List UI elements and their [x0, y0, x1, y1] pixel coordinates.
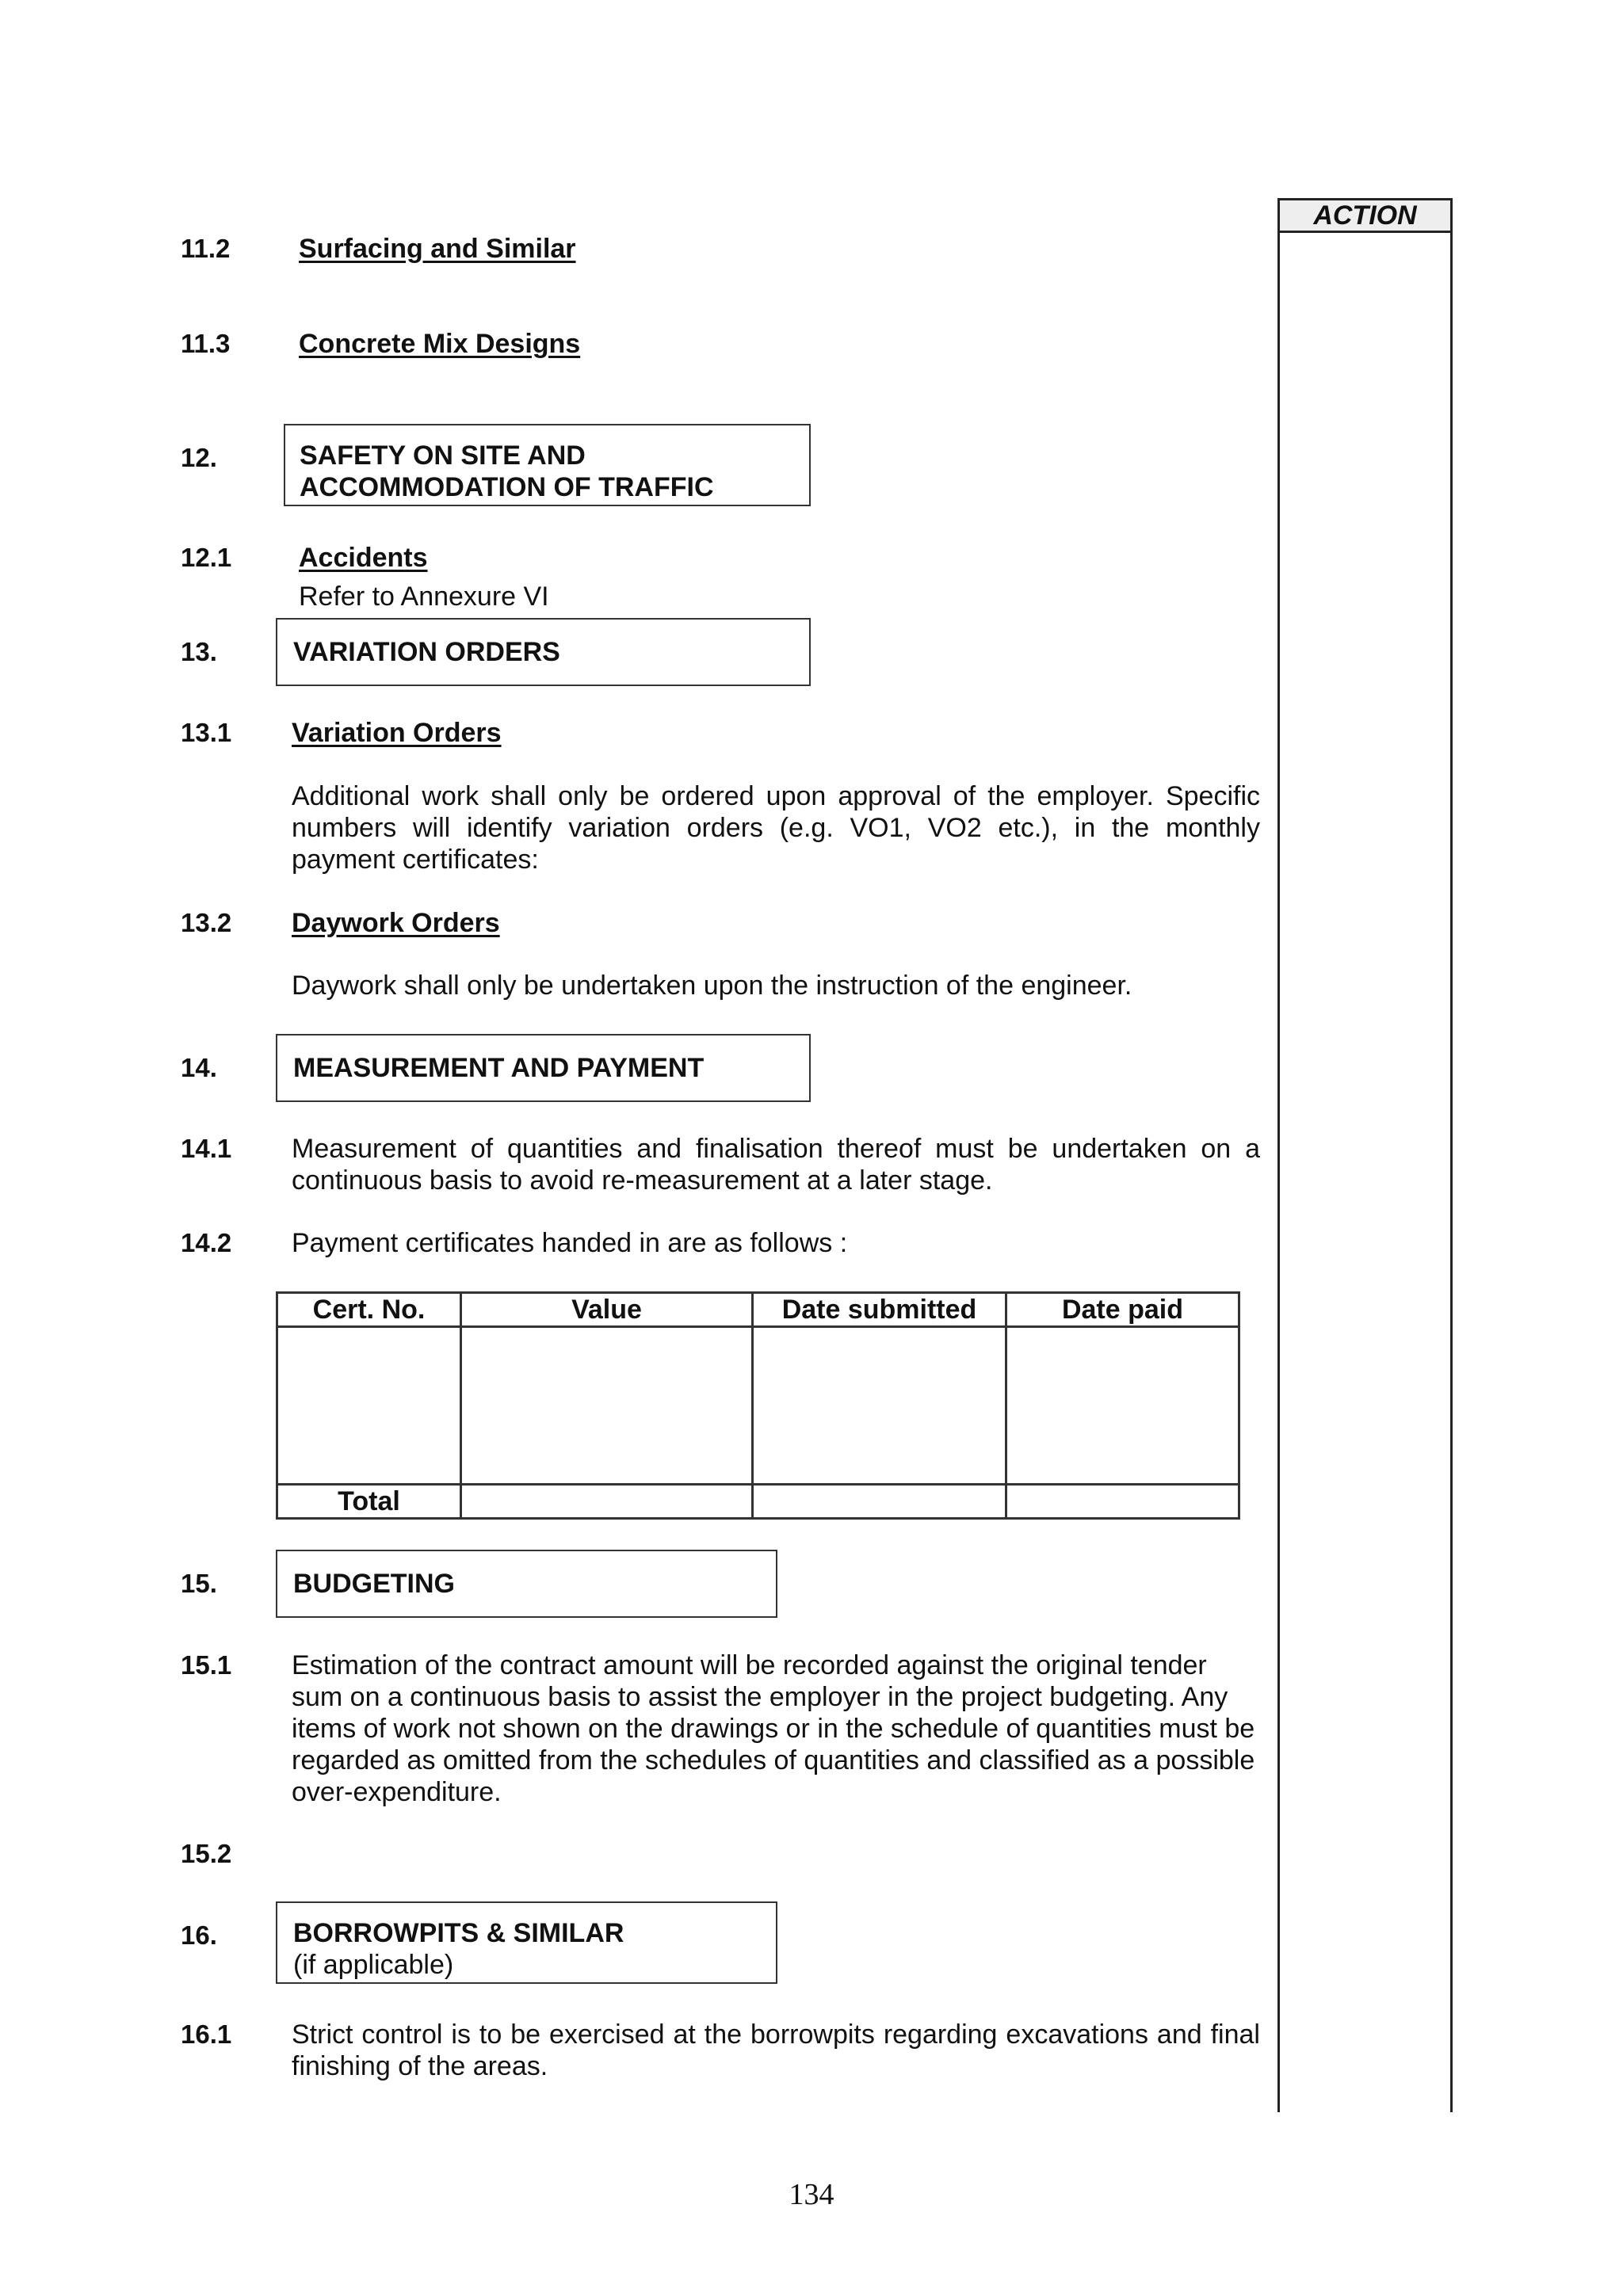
table-cell [1006, 1485, 1239, 1519]
total-label: Total [277, 1485, 461, 1519]
section-title: Variation Orders [292, 718, 502, 748]
table-cell [461, 1485, 753, 1519]
column-header: Value [461, 1293, 753, 1327]
section-number: 16.1 [181, 2019, 232, 2049]
section-title: Daywork Orders [292, 908, 500, 938]
section-text: Daywork shall only be undertaken upon the instruction of the engineer. [292, 971, 1132, 1001]
section-heading-box [276, 1550, 777, 1618]
section-heading-line: VARIATION ORDERS [293, 637, 560, 667]
section-number: 16. [181, 1920, 217, 1950]
section-number: 11.3 [181, 329, 231, 358]
section-number: 15.2 [181, 1839, 232, 1868]
section-number: 13.1 [181, 718, 232, 747]
section-heading-line: ACCOMMODATION OF TRAFFIC [300, 472, 714, 502]
section-text: Refer to Annexure VI [299, 582, 549, 612]
table-row [277, 1327, 1239, 1485]
table-cell [461, 1327, 753, 1485]
section-text: Strict control is to be exercised at the borrowpits regarding excavations and final finishing of the areas. [292, 2019, 1260, 2081]
section-number: 13.2 [181, 908, 232, 937]
table-header-row [277, 1293, 1239, 1327]
section-heading-box [276, 1034, 811, 1102]
table-total-row [277, 1485, 1239, 1519]
action-header: ACTION [1277, 198, 1453, 233]
section-heading-subtitle: (if applicable) [293, 1950, 454, 1980]
section-number: 14.2 [181, 1228, 232, 1257]
section-text: Payment certificates handed in are as follows : [292, 1228, 848, 1258]
section-text: Estimation of the contract amount will be recorded against the original tender sum on a continuous basis to assist the employer in the project budgeting. Any items of work not shown on the drawings or in the schedule of quantities must be regarded as omitted from the schedules of quantities and classified as a possible over-expenditure. [292, 1650, 1255, 1807]
section-title: Accidents [299, 543, 428, 573]
table-cell [753, 1485, 1006, 1519]
payment-certificates-table [276, 1291, 1240, 1520]
page-number: 134 [789, 2178, 834, 2211]
action-column [1277, 198, 1453, 2112]
column-header: Cert. No. [277, 1293, 461, 1327]
table-cell [753, 1327, 1006, 1485]
section-number: 14. [181, 1053, 217, 1082]
table-cell [1006, 1327, 1239, 1485]
section-number: 11.2 [181, 234, 231, 263]
section-heading-line: BUDGETING [293, 1569, 455, 1599]
section-number: 15. [181, 1569, 217, 1598]
section-number: 14.1 [181, 1134, 232, 1163]
section-heading-line: MEASUREMENT AND PAYMENT [293, 1053, 705, 1083]
section-heading-line: BORROWPITS & SIMILAR [293, 1918, 624, 1948]
section-heading-line: SAFETY ON SITE AND [300, 441, 586, 471]
section-heading-box [276, 1901, 777, 1984]
section-title: Concrete Mix Designs [299, 329, 581, 359]
section-title: Surfacing and Similar [299, 234, 576, 264]
table-cell [277, 1327, 461, 1485]
section-text: Additional work shall only be ordered upon approval of the employer. Specific numbers will identify variation orders (e.g. VO1, VO2 etc.), in the monthly payment certificates: [292, 781, 1260, 875]
section-number: 12.1 [181, 543, 232, 572]
column-header: Date paid [1006, 1293, 1239, 1327]
section-heading-box [276, 618, 811, 686]
section-number: 15.1 [181, 1650, 232, 1680]
section-number: 12. [181, 443, 217, 472]
section-text: Measurement of quantities and finalisation thereof must be undertaken on a continuous basis to avoid re-measurement at a later stage. [292, 1134, 1260, 1196]
section-number: 13. [181, 637, 217, 666]
section-heading-box [284, 424, 811, 506]
column-header: Date submitted [753, 1293, 1006, 1327]
